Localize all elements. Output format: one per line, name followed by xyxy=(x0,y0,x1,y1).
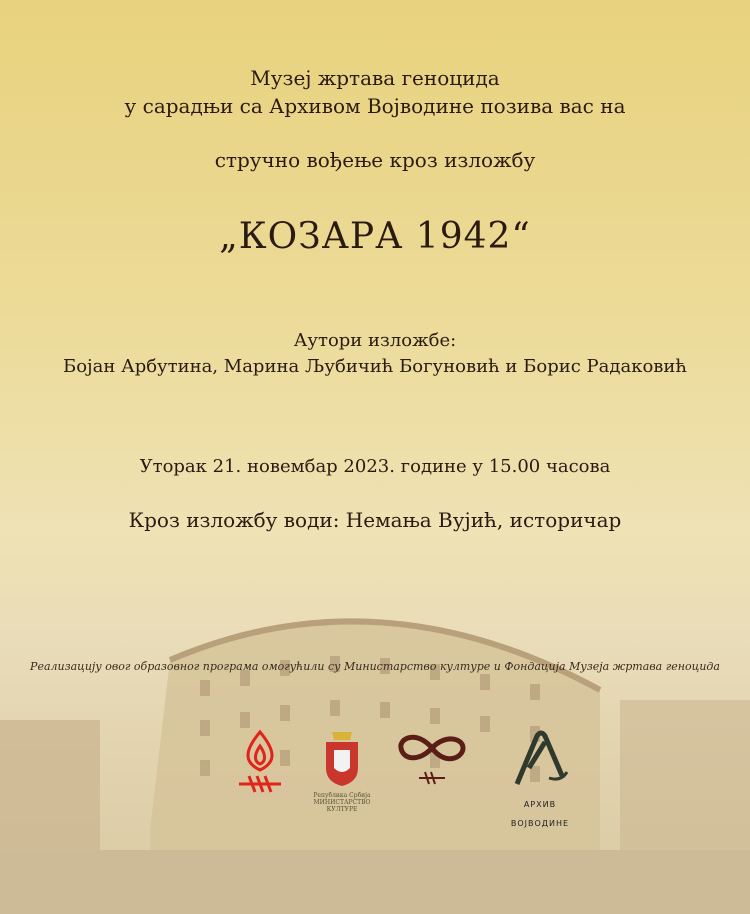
intro-line-3: стручно вођење кроз изложбу xyxy=(214,148,536,172)
authors xyxy=(0,328,750,380)
exhibition-title: „КОЗАРА 1942“ xyxy=(219,216,531,257)
ministry-caption: Република Србија МИНИСТАРСТВО КУЛТУРЕ xyxy=(313,792,371,813)
museum-logo xyxy=(230,728,290,802)
building-photo xyxy=(0,580,750,914)
event-date: Уторак 21. новембар 2023. године у 15.00 часова xyxy=(139,456,611,477)
intro-line-1: Музеј жртава геноцида xyxy=(250,66,500,90)
credit-text: Реализацију овог образовног програма омогућили су Министарство културе и Фондација Музеја жртава геноцида xyxy=(30,660,720,673)
guide-text: Кроз изложбу води: Немања Вујић, историчар xyxy=(128,508,622,532)
authors-names: Бојан Арбутина, Марина Љубичић Богуновић и Борис Радаковић xyxy=(62,356,688,377)
foundation-logo xyxy=(392,728,472,792)
intro-line-2: у сарадњи са Архивом Војводине позива вас на xyxy=(124,94,626,118)
archive-logo xyxy=(495,728,585,830)
ministry-logo xyxy=(312,728,372,813)
intro-text xyxy=(0,64,750,120)
authors-label: Аутори изложбе: xyxy=(293,330,457,351)
archive-caption: АРХИВ ВОЈВОДИНЕ xyxy=(510,800,570,828)
